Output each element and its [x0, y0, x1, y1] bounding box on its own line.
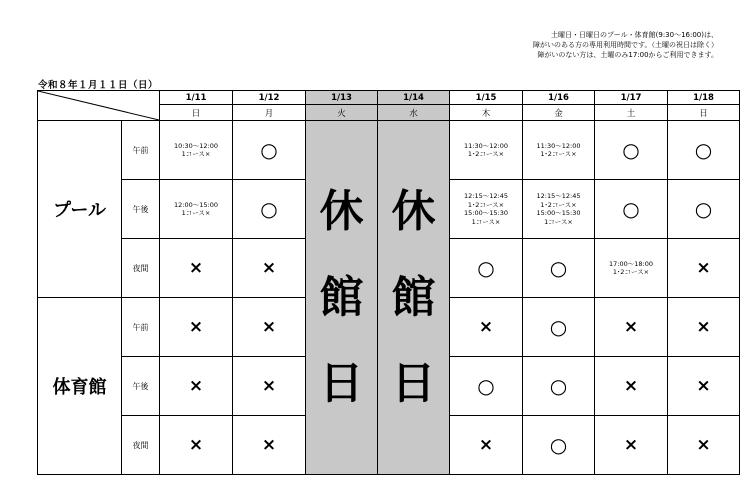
weekday-header: 木: [450, 105, 523, 121]
date-header: 1/11: [160, 91, 233, 105]
closed-char: 館: [319, 271, 364, 323]
available-mark: ○: [233, 121, 306, 180]
session-label: 午後: [122, 357, 160, 416]
restriction-note: 11:30～12:00 1･2コース×: [523, 121, 595, 180]
date-header: 1/12: [233, 91, 306, 105]
unavailable-mark: ×: [450, 416, 523, 475]
schedule-table: [37, 90, 740, 475]
note-line: 障がいのない方は、土曜のみ17:00からご利用できます。: [537, 51, 718, 59]
available-mark: ○: [668, 121, 740, 180]
closed-char: 休: [319, 185, 364, 237]
unavailable-mark: ×: [233, 416, 306, 475]
session-label: 午前: [122, 121, 160, 180]
date-header: 1/18: [668, 91, 740, 105]
unavailable-mark: ×: [160, 357, 233, 416]
available-mark: ○: [523, 357, 595, 416]
session-label: 午前: [122, 298, 160, 357]
unavailable-mark: ×: [595, 298, 668, 357]
weekday-header: 火: [306, 105, 378, 121]
header-date-row: [38, 91, 740, 105]
closed-day-cell: [306, 121, 378, 475]
restriction-note: 11:30～12:00 1･2コース×: [450, 121, 523, 180]
unavailable-mark: ×: [450, 298, 523, 357]
date-label: 令和８年１月１１日（日）: [38, 80, 159, 91]
date-header: 1/14: [378, 91, 450, 105]
weekday-header: 金: [523, 105, 595, 121]
closed-char: 日: [391, 357, 436, 409]
unavailable-mark: ×: [160, 239, 233, 298]
unavailable-mark: ×: [595, 357, 668, 416]
unavailable-mark: ×: [233, 298, 306, 357]
session-label: 夜間: [122, 416, 160, 475]
facility-name: 体育館: [38, 298, 122, 475]
weekday-header: 土: [595, 105, 668, 121]
available-mark: ○: [595, 121, 668, 180]
closed-day-cell: [378, 121, 450, 475]
restriction-note: 12:15～12:45 1･2コース× 15:00～15:30 1コース×: [523, 180, 595, 239]
note-line: 障がいのある方の専用利用時間です。（土曜の祝日は除く）: [533, 41, 718, 49]
unavailable-mark: ×: [233, 239, 306, 298]
restriction-note: 10:30～12:00 1コース×: [160, 121, 233, 180]
available-mark: ○: [523, 298, 595, 357]
weekday-header: 水: [378, 105, 450, 121]
usage-notes: [533, 30, 718, 60]
closed-char: 館: [391, 271, 436, 323]
weekday-header: 日: [668, 105, 740, 121]
unavailable-mark: ×: [595, 416, 668, 475]
unavailable-mark: ×: [160, 416, 233, 475]
unavailable-mark: ×: [668, 298, 740, 357]
restriction-note: 12:15～12:45 1･2コース× 15:00～15:30 1コース×: [450, 180, 523, 239]
date-header: 1/16: [523, 91, 595, 105]
note-line: 土曜日・日曜日のプール・体育館(9:30～16:00)は、: [550, 31, 718, 39]
table-row: [38, 121, 740, 180]
session-label: 夜間: [122, 239, 160, 298]
unavailable-mark: ×: [668, 416, 740, 475]
session-label: 午後: [122, 180, 160, 239]
available-mark: ○: [668, 180, 740, 239]
closed-char: 休: [391, 185, 436, 237]
corner-cell: [38, 91, 160, 121]
restriction-note: 17:00～18:00 1･2コース×: [595, 239, 668, 298]
weekday-header: 月: [233, 105, 306, 121]
available-mark: ○: [450, 357, 523, 416]
available-mark: ○: [233, 180, 306, 239]
available-mark: ○: [523, 416, 595, 475]
unavailable-mark: ×: [233, 357, 306, 416]
closed-label: [378, 169, 449, 427]
date-header: 1/15: [450, 91, 523, 105]
available-mark: ○: [595, 180, 668, 239]
closed-label: [306, 169, 377, 427]
available-mark: ○: [523, 239, 595, 298]
facility-name: プール: [38, 121, 122, 298]
available-mark: ○: [450, 239, 523, 298]
restriction-note: 12:00～15:00 1コース×: [160, 180, 233, 239]
weekday-header: 日: [160, 105, 233, 121]
date-header: 1/17: [595, 91, 668, 105]
unavailable-mark: ×: [668, 357, 740, 416]
unavailable-mark: ×: [668, 239, 740, 298]
unavailable-mark: ×: [160, 298, 233, 357]
diagonal-line: [38, 91, 159, 120]
closed-char: 日: [319, 357, 364, 409]
date-header: 1/13: [306, 91, 378, 105]
